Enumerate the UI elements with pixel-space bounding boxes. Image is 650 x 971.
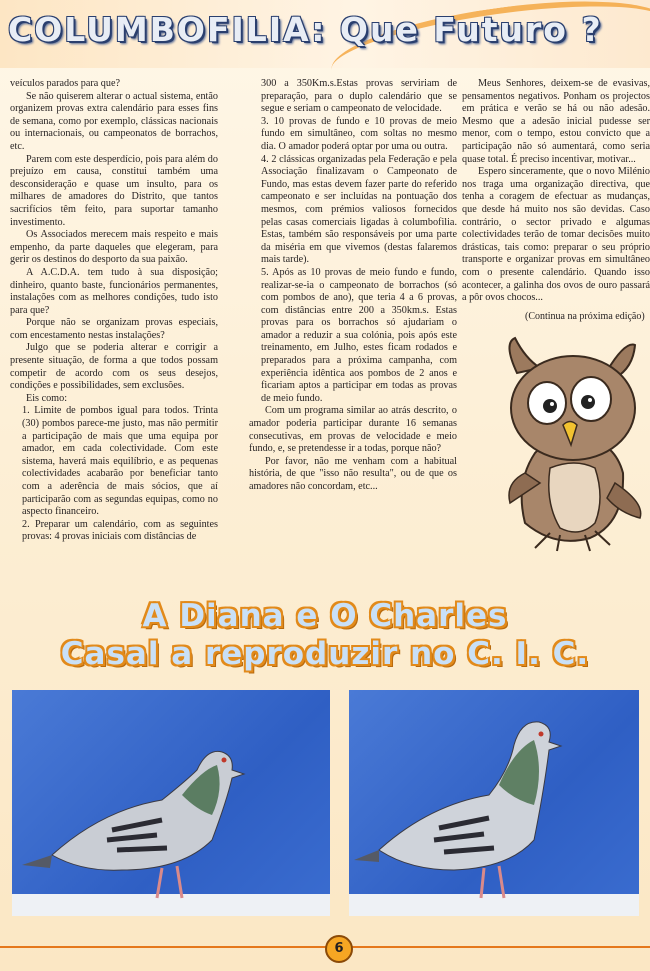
paragraph: Com um programa similar ao atrás descrito, o amador poderia participar durante 16 semanas consecutivas, em provas de velocidade e meio fundo, e, se pretendesse ir a todas, porque não?: [249, 405, 457, 455]
article-column-2: [249, 78, 457, 494]
pigeon-illustration-right: [349, 690, 639, 916]
continuation-note: (Continua na próxima edição): [525, 311, 645, 322]
pigeon-photo-left: [12, 690, 330, 916]
article-headline-line-2: Casal a reproduzir no C. I. C.: [60, 636, 590, 672]
paragraph: Parem com este desperdício, pois para além do prejuízo em causa, constitui também uma desconsideração e quase um insulto, para os milhares de amadores do Distrito, que tantos sacrifícios têm feito, para suportar tamanho investimento.: [10, 153, 218, 228]
paragraph: 3. 10 provas de fundo e 10 provas de meio fundo em simultâneo, com soltas no mesmo dia. O amador poderá optar por uma ou outra.: [261, 115, 457, 152]
article-headline-line-1: A Diana e O Charles: [142, 598, 508, 634]
owl-mascot-illustration: [495, 333, 650, 555]
paragraph: A A.C.D.A. tem tudo à sua disposição; dinheiro, quanto baste, funcionários permanentes, instalações com as melhores condições, tudo isto para que?: [10, 266, 218, 316]
paragraph: Eis como:: [26, 392, 68, 404]
paragraph: Por favor, não me venham com a habitual história, de que "isso não resulta", ou de que os amadores não concordam, etc...: [249, 455, 457, 492]
paragraph: Espero sinceramente, que o novo Milénio nos traga uma organização directiva, que tenha a coragem de efectuar as mudanças, que desde há muito nos são devidas. Caso contrário, o sector privado e algumas colectividades terão de tomar decisões muito drásticas, tais como: preparar o seu próprio transporte e organizar provas em simultâneo com o presente calendário. Quando isso acontecer, a galinha dos ovos de ouro passará a pôr ovos chocos...: [462, 166, 650, 304]
article-column-3: [462, 78, 650, 305]
paragraph: Porque não se organizam provas especiais, com encestamento nestas instalações?: [10, 317, 218, 341]
paragraph: Julgo que se poderia alterar e corrigir a presente situação, de forma a que todos possam competir de acordo com os seus desejos, condições e possibilidades, sem exclusões.: [10, 342, 218, 392]
paragraph: Se não quiserem alterar o actual sistema, então organizem provas extra calendário para esses fins de semana, como por exemplo, clássicas nacionais ou internacionais, ou campeonatos de borrachos, etc.: [10, 90, 218, 152]
page-number: 6: [325, 935, 353, 963]
paragraph: 2. Preparar um calendário, com as seguintes provas: 4 provas iniciais com distâncias de: [22, 518, 218, 543]
paragraph: 1. Limite de pombos igual para todos. Trinta (30) pombos parece-me justo, mas não permitir a participação de mais que uma equipa por amador, em cada colectividade. Com este sistema, haverá mais equilíbrio, e as pequenas colectividades acabarão por beneficiar tanto com a aderência de mais sócios, que aí participarão com as segundas equipas, como no aspecto financeiro.: [22, 405, 218, 518]
pigeon-photo-right: [349, 690, 639, 916]
pigeon-illustration-left: [12, 690, 330, 916]
paragraph: 5. Após as 10 provas de meio fundo e fundo, realizar-se-ia o campeonato de borrachos (só com pombos de ano), que teria 4 a 6 provas, com distâncias entre 200 a 350km.s. Estas provas para os borrachos só ajudariam o amador a reduzir a sua colónia, pois após este treinamento, em Julho, estes ficam rodados e preparados para a próxima campanha, com experiência idêntica aos pombos de 2 anos e ficariam aptos a participar em todas as provas de meio fundo.: [261, 266, 457, 404]
paragraph: veículos parados para que?: [10, 78, 121, 89]
paragraph: 4. 2 clássicas organizadas pela Federação e pela Associação finalizavam o Campeonato de Fundo, mas estas devem fazer parte do referido campeonato e ser incluídas na pontuação dos mesmos, com prémios valiosos fornecidos pelas casas comerciais ligadas à columbofilia. Estas, também são responsáveis por uma parte da miséria em que vivemos (destas falaremos mais tarde).: [261, 153, 457, 266]
page-header: [0, 0, 650, 68]
page-title: COLUMBOFILIA: Que Futuro ?: [8, 10, 603, 49]
paragraph: Os Associados merecem mais respeito e mais empenho, da parte daqueles que elegeram, para gerir os destinos do desporto da sua paixão.: [10, 229, 218, 266]
paragraph: Meus Senhores, deixem-se de evasivas, pensamentos negativos. Ponham os projectos em prática e verão se há ou não adesão. Mesmo que a adesão inicial pudesse ser menor, com o tempo, estou convicto que a participação não só aumentará, como seria quase total. É preciso incentivar, motivar...: [462, 78, 650, 165]
article-column-1: [10, 78, 218, 544]
paragraph: 300 a 350Km.s.Estas provas serviriam de preparação, para o duplo calendário que se segue e seriam o campeonato de velocidade.: [261, 78, 457, 115]
